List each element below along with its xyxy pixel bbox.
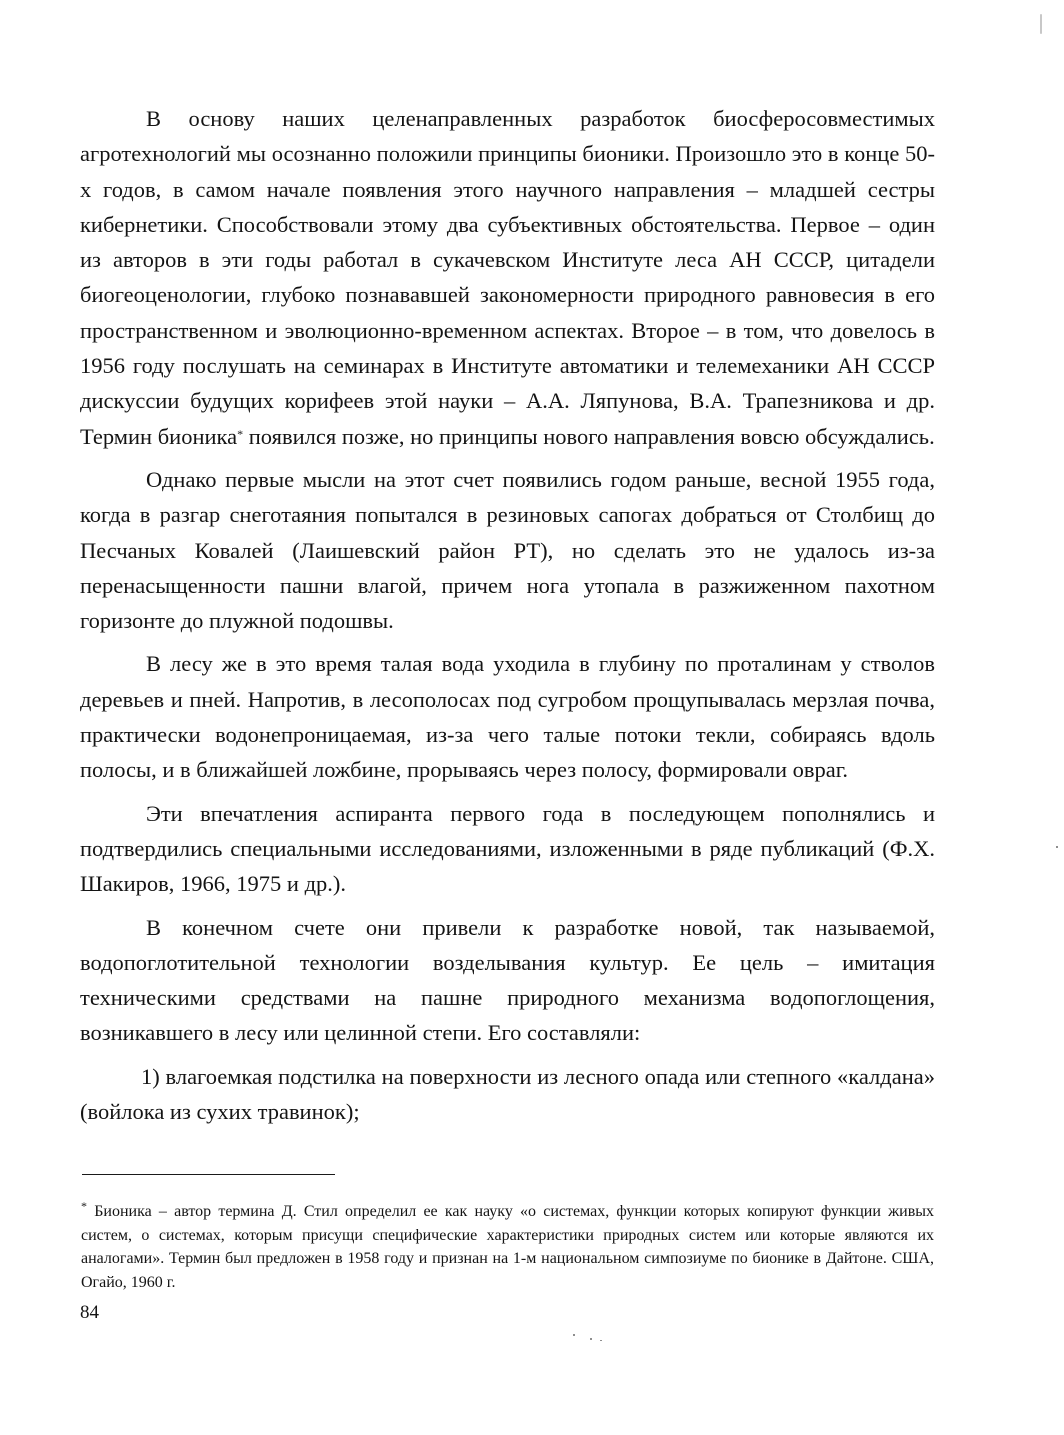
main-text — [80, 101, 935, 1137]
scan-speck — [573, 1334, 575, 1336]
page-number: 84 — [80, 1302, 99, 1323]
footnote — [81, 1200, 934, 1294]
scan-speck — [590, 1338, 592, 1340]
footnote-mark: * — [81, 1199, 87, 1213]
scan-speck — [1040, 14, 1042, 34]
paragraph-technology: В конечном счете они привели к разработке новой, так называемой, водопоглотительной технологии возделывания культур. Ее цель – имитация техническими средствами на пашне природного механизма водопоглощения, возникавшего в лесу или целинной степи. Его составляли: — [80, 914, 935, 1046]
paragraph-bionics-origins — [80, 101, 935, 454]
scan-speck — [600, 1340, 602, 1341]
footnote-divider — [82, 1174, 335, 1175]
paragraph-impressions: Эти впечатления аспиранта первого года в последующем пополнялись и подтвердились специальными исследованиями, изложенными в ряде публикаций (Ф.Х. Шакиров, 1966, 1975 и др.). — [80, 800, 935, 897]
footnote-text: Бионика – автор термина Д. Стил определил ее как науку «о системах, функции которых копируют функции живых систем, о системах, которым присущи специфические характеристики природных систем или которые являются их аналогами». Термин был предложен в 1958 году и признан на 1-м национальном симпозиуме по бионике в Дайтоне. США, Огайо, 1960 г. — [81, 1203, 934, 1291]
list-item-litter: 1) влагоемкая подстилка на поверхности из лесного опада или степного «калдана» (войлока из сухих травинок); — [80, 1063, 935, 1125]
paragraph-text: В основу наших целенаправленных разработок биосферосовместимых агротехнологий мы осознанно положили принципы бионики. Произошло это в конце 50-х годов, в самом начале появления этого научного направления – младшей сестры кибернетики. Способствовали этому два субъективных обстоятельства. Первое – один из авторов в эти годы работал в сукачевском Институте леса АН СССР, цитадели биогеоценологии, глубоко познававшей закономерности природного равновесия в его пространственном и эволюционно-временном аспектах. Второе – в том, что довелось в 1956 году послушать на семинарах в Институте автоматики и телемеханики АН СССР дискуссии будущих корифеев этой науки – А.А. Ляпунова, В.А. Трапезникова и др. Термин бионика — [80, 106, 935, 449]
paragraph-forest-water: В лесу же в это время талая вода уходила в глубину по проталинам у стволов деревьев и пней. Напротив, в лесополосах под сугробом прощупывалась мерзлая почва, практически водонепроницаемая, из-за чего талые потоки текли, собираясь вдоль полосы, и в ближайшей ложбине, прорываясь через полосу, формировали овраг. — [80, 651, 935, 783]
paragraph-text-continued: появился позже, но принципы нового направления вовсю обсуждались. — [243, 423, 935, 449]
scan-speck — [1056, 846, 1058, 848]
paragraph-spring-1955: Однако первые мысли на этот счет появились годом раньше, весной 1955 года, когда в разгар снеготаяния попытался в резиновых сапогах добраться от Столбищ до Песчаных Ковалей (Лаишевский район РТ), но сделать это не удалось из-за перенасыщенности пашни влагой, причем нога утопала в разжиженном пахотном горизонте до плужной подошвы. — [80, 466, 935, 634]
footnote-reference-mark: * — [237, 426, 244, 441]
